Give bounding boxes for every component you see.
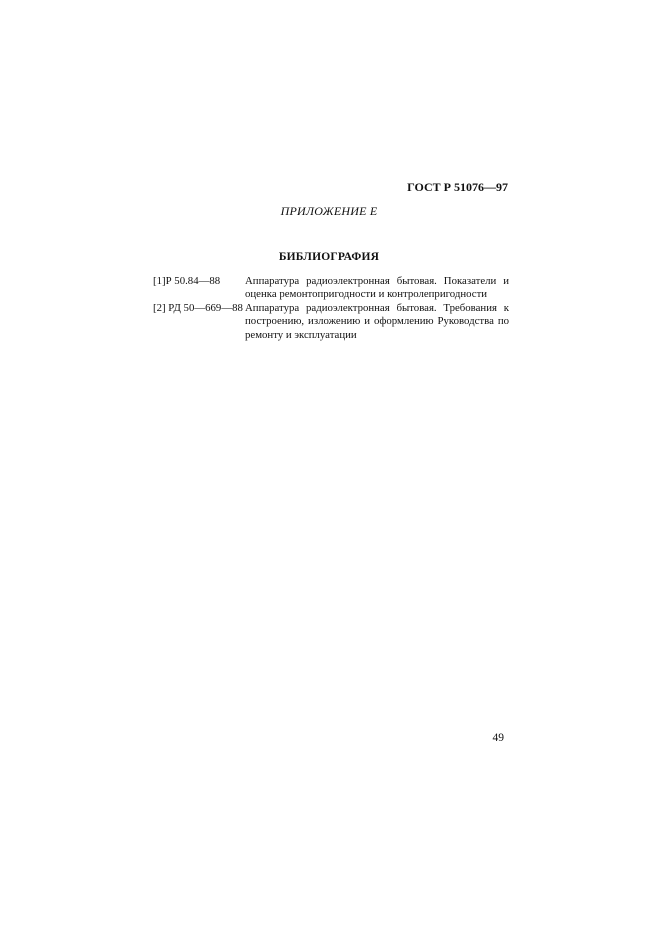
bibliography-entry-ref: [1]Р 50.84—88 (153, 275, 221, 287)
bibliography-entry-ref: [2] РД 50—669—88 (153, 301, 243, 314)
bibliography-entry-text: Аппаратура радиоэлектронная бытовая. Показатели и оценка ремонтопригодности и контролепригодности (245, 275, 509, 301)
bibliography-entry-2 (153, 302, 509, 342)
bibliography-entry-text: Аппаратура радиоэлектронная бытовая. Требования к построению, изложению и оформлению Руководства по ремонту и эксплуатации (245, 301, 509, 341)
document-code: ГОСТ Р 51076—97 (407, 180, 508, 194)
bibliography-list (153, 275, 509, 342)
appendix-title: ПРИЛОЖЕНИЕ Е (280, 204, 378, 218)
page-number: 49 (492, 732, 504, 744)
bibliography-title: БИБЛИОГРАФИЯ (278, 251, 380, 263)
bibliography-entry-1 (153, 275, 509, 302)
